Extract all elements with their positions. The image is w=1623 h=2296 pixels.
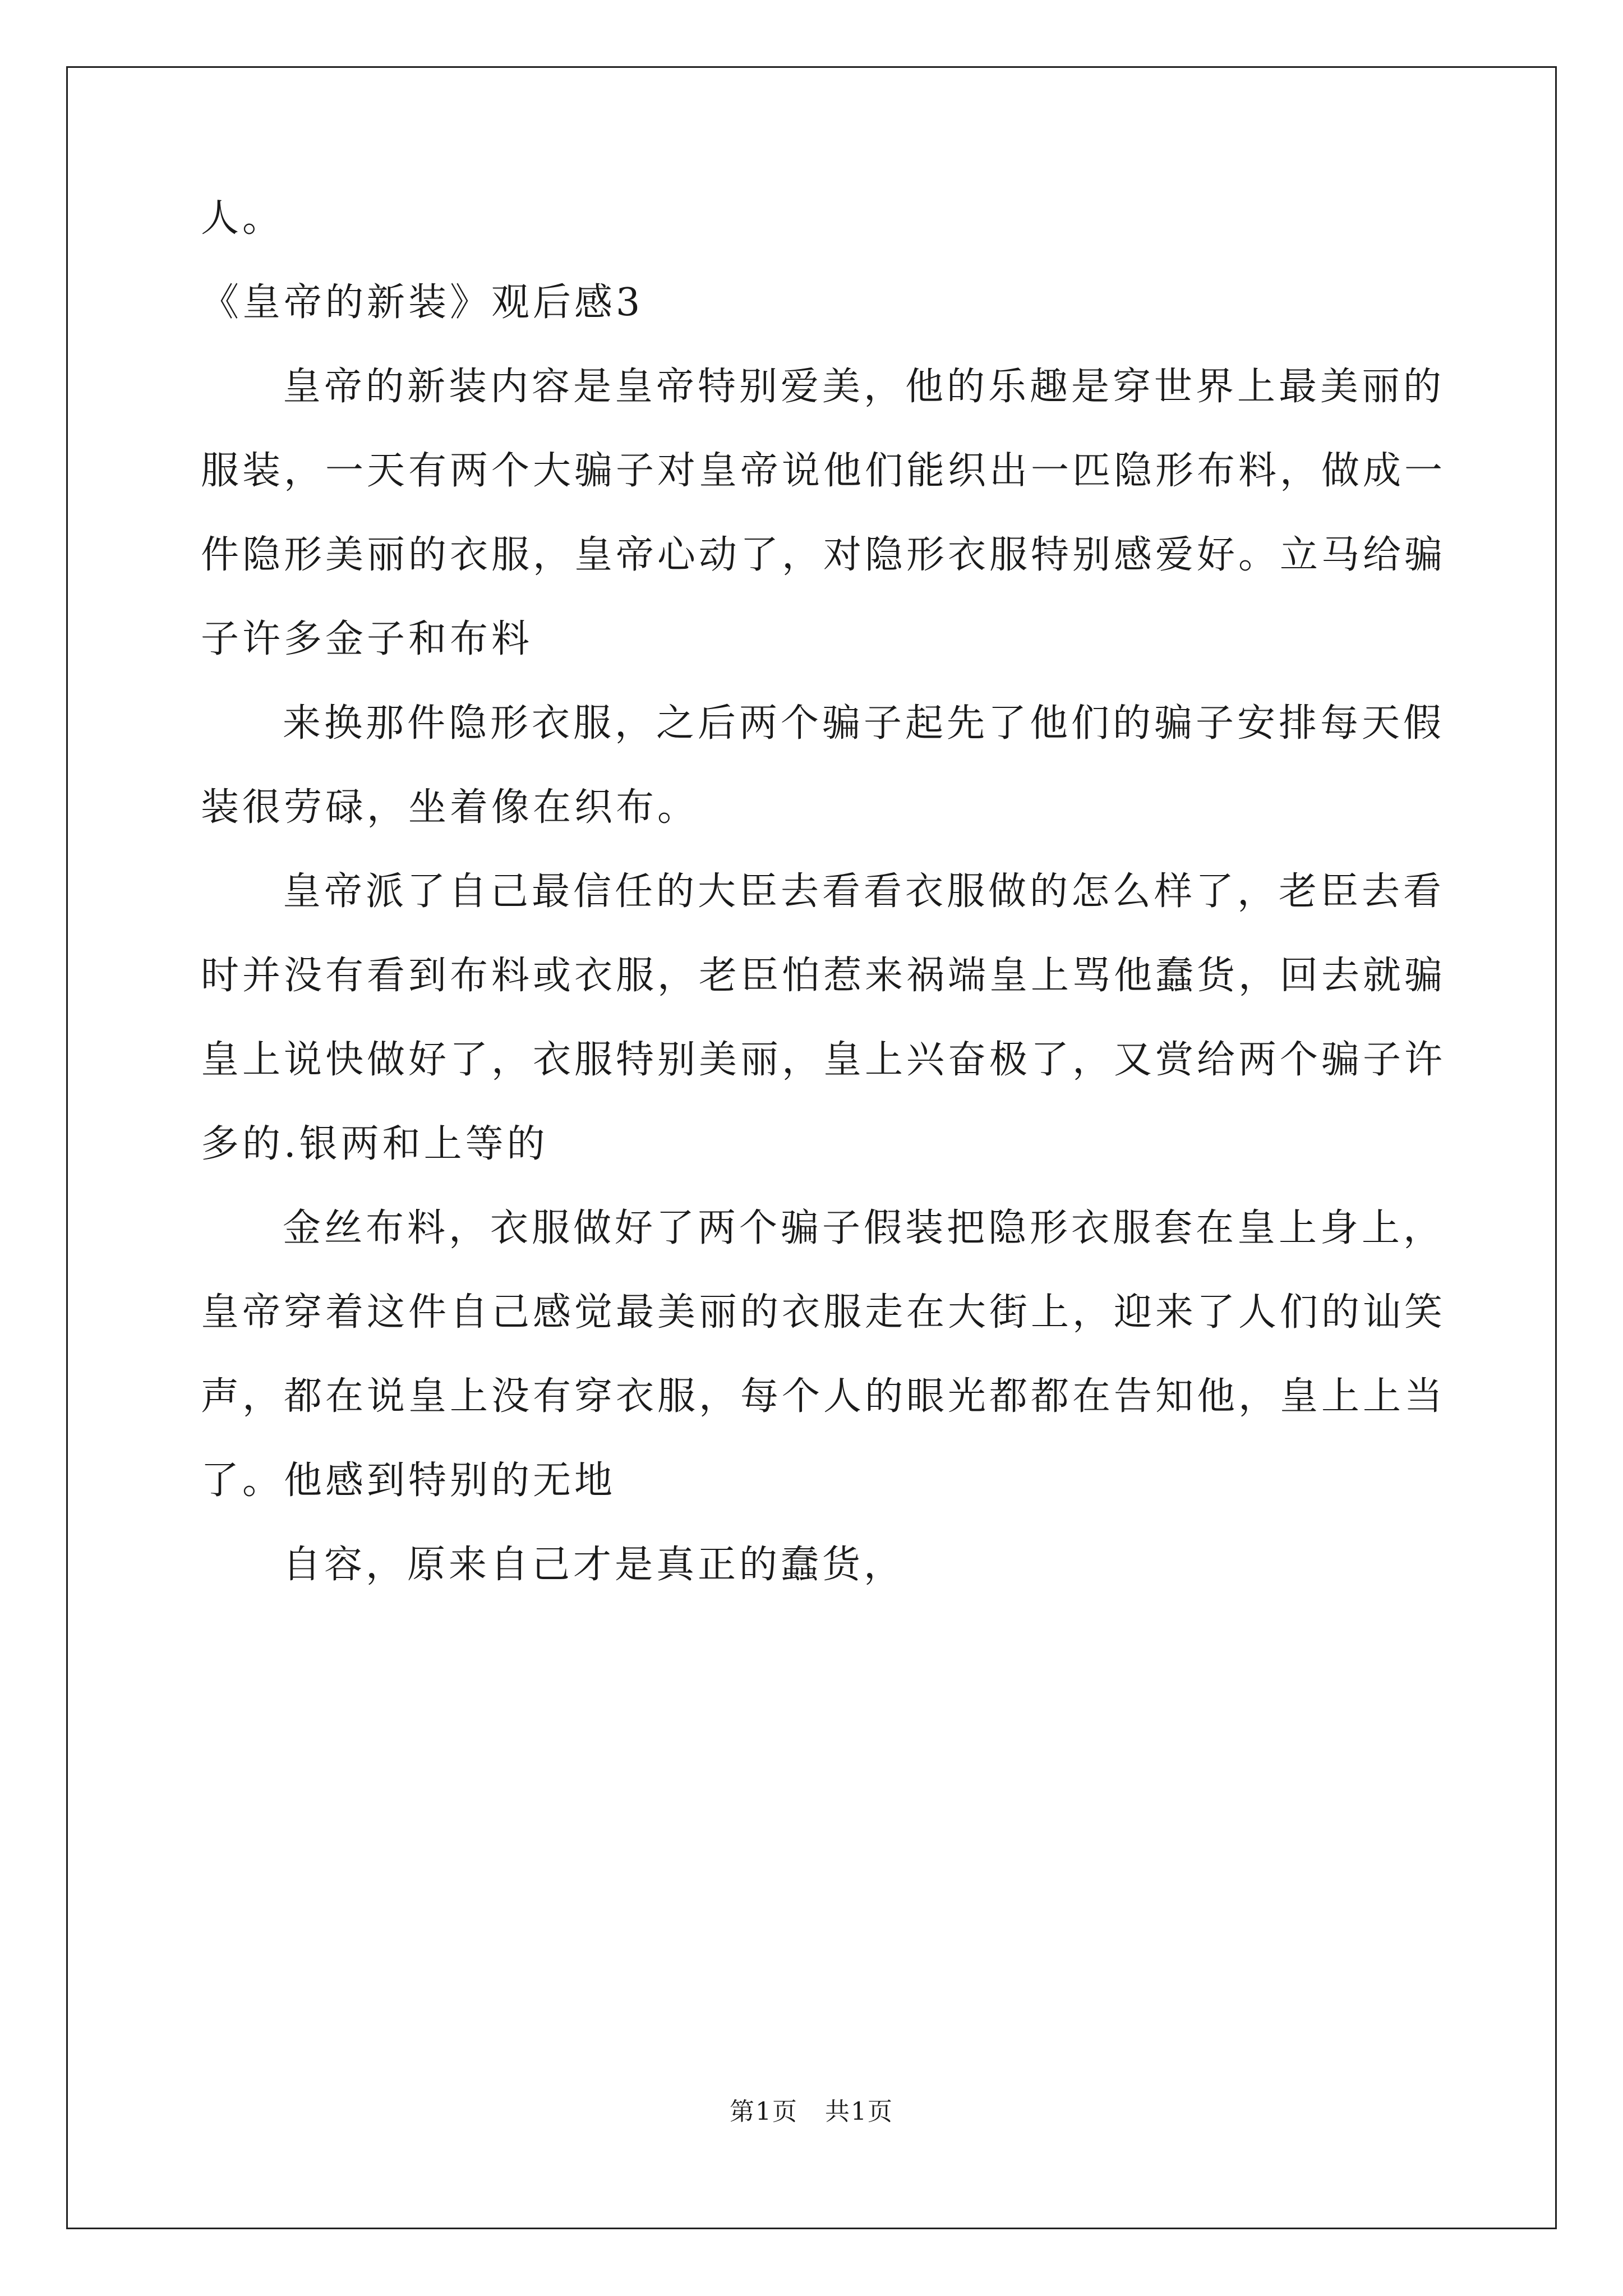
text-line: 来换那件隐形衣服，之后两个骗子起先了他们的骗子安排每天假 [283,701,1445,746]
text-line: 了。他感到特别的无地 [201,1458,616,1503]
text-line: 件隐形美丽的衣服，皇帝心动了，对隐形衣服特别感爱好。立马给骗 [201,533,1446,577]
text-line: 自容，原来自己才是真正的蠢货， [283,1543,906,1587]
text-line: 服装，一天有两个大骗子对皇帝说他们能织出一匹隐形布料，做成一 [201,449,1446,493]
text-line: 皇帝的新装内容是皇帝特别爱美，他的乐趣是穿世界上最美丽的 [283,365,1445,409]
text-line: 多的.银两和上等的 [201,1122,548,1166]
text-line: 皇帝派了自己最信任的大臣去看看衣服做的怎么样了，老臣去看 [283,869,1445,914]
text-line: 人。 [201,196,284,241]
text-line: 皇上说快做好了，衣服特别美丽，皇上兴奋极了，又赏给两个骗子许 [201,1038,1446,1082]
page-number: 第1页 共1页 [730,2097,893,2126]
text-line: 皇帝穿着这件自己感觉最美丽的衣服走在大街上，迎来了人们的讪笑 [201,1290,1446,1335]
section-title: 《皇帝的新装》观后感3 [201,280,644,325]
text-line: 金丝布料，衣服做好了两个骗子假装把隐形衣服套在皇上身上， [283,1206,1445,1250]
text-line: 声，都在说皇上没有穿衣服，每个人的眼光都都在告知他，皇上上当 [201,1374,1446,1419]
text-line: 装很劳碌，坐着像在织布。 [201,785,699,830]
text-line: 时并没有看到布料或衣服，老臣怕惹来祸端皇上骂他蠢货，回去就骗 [201,954,1446,998]
text-line: 子许多金子和布料 [201,617,533,661]
